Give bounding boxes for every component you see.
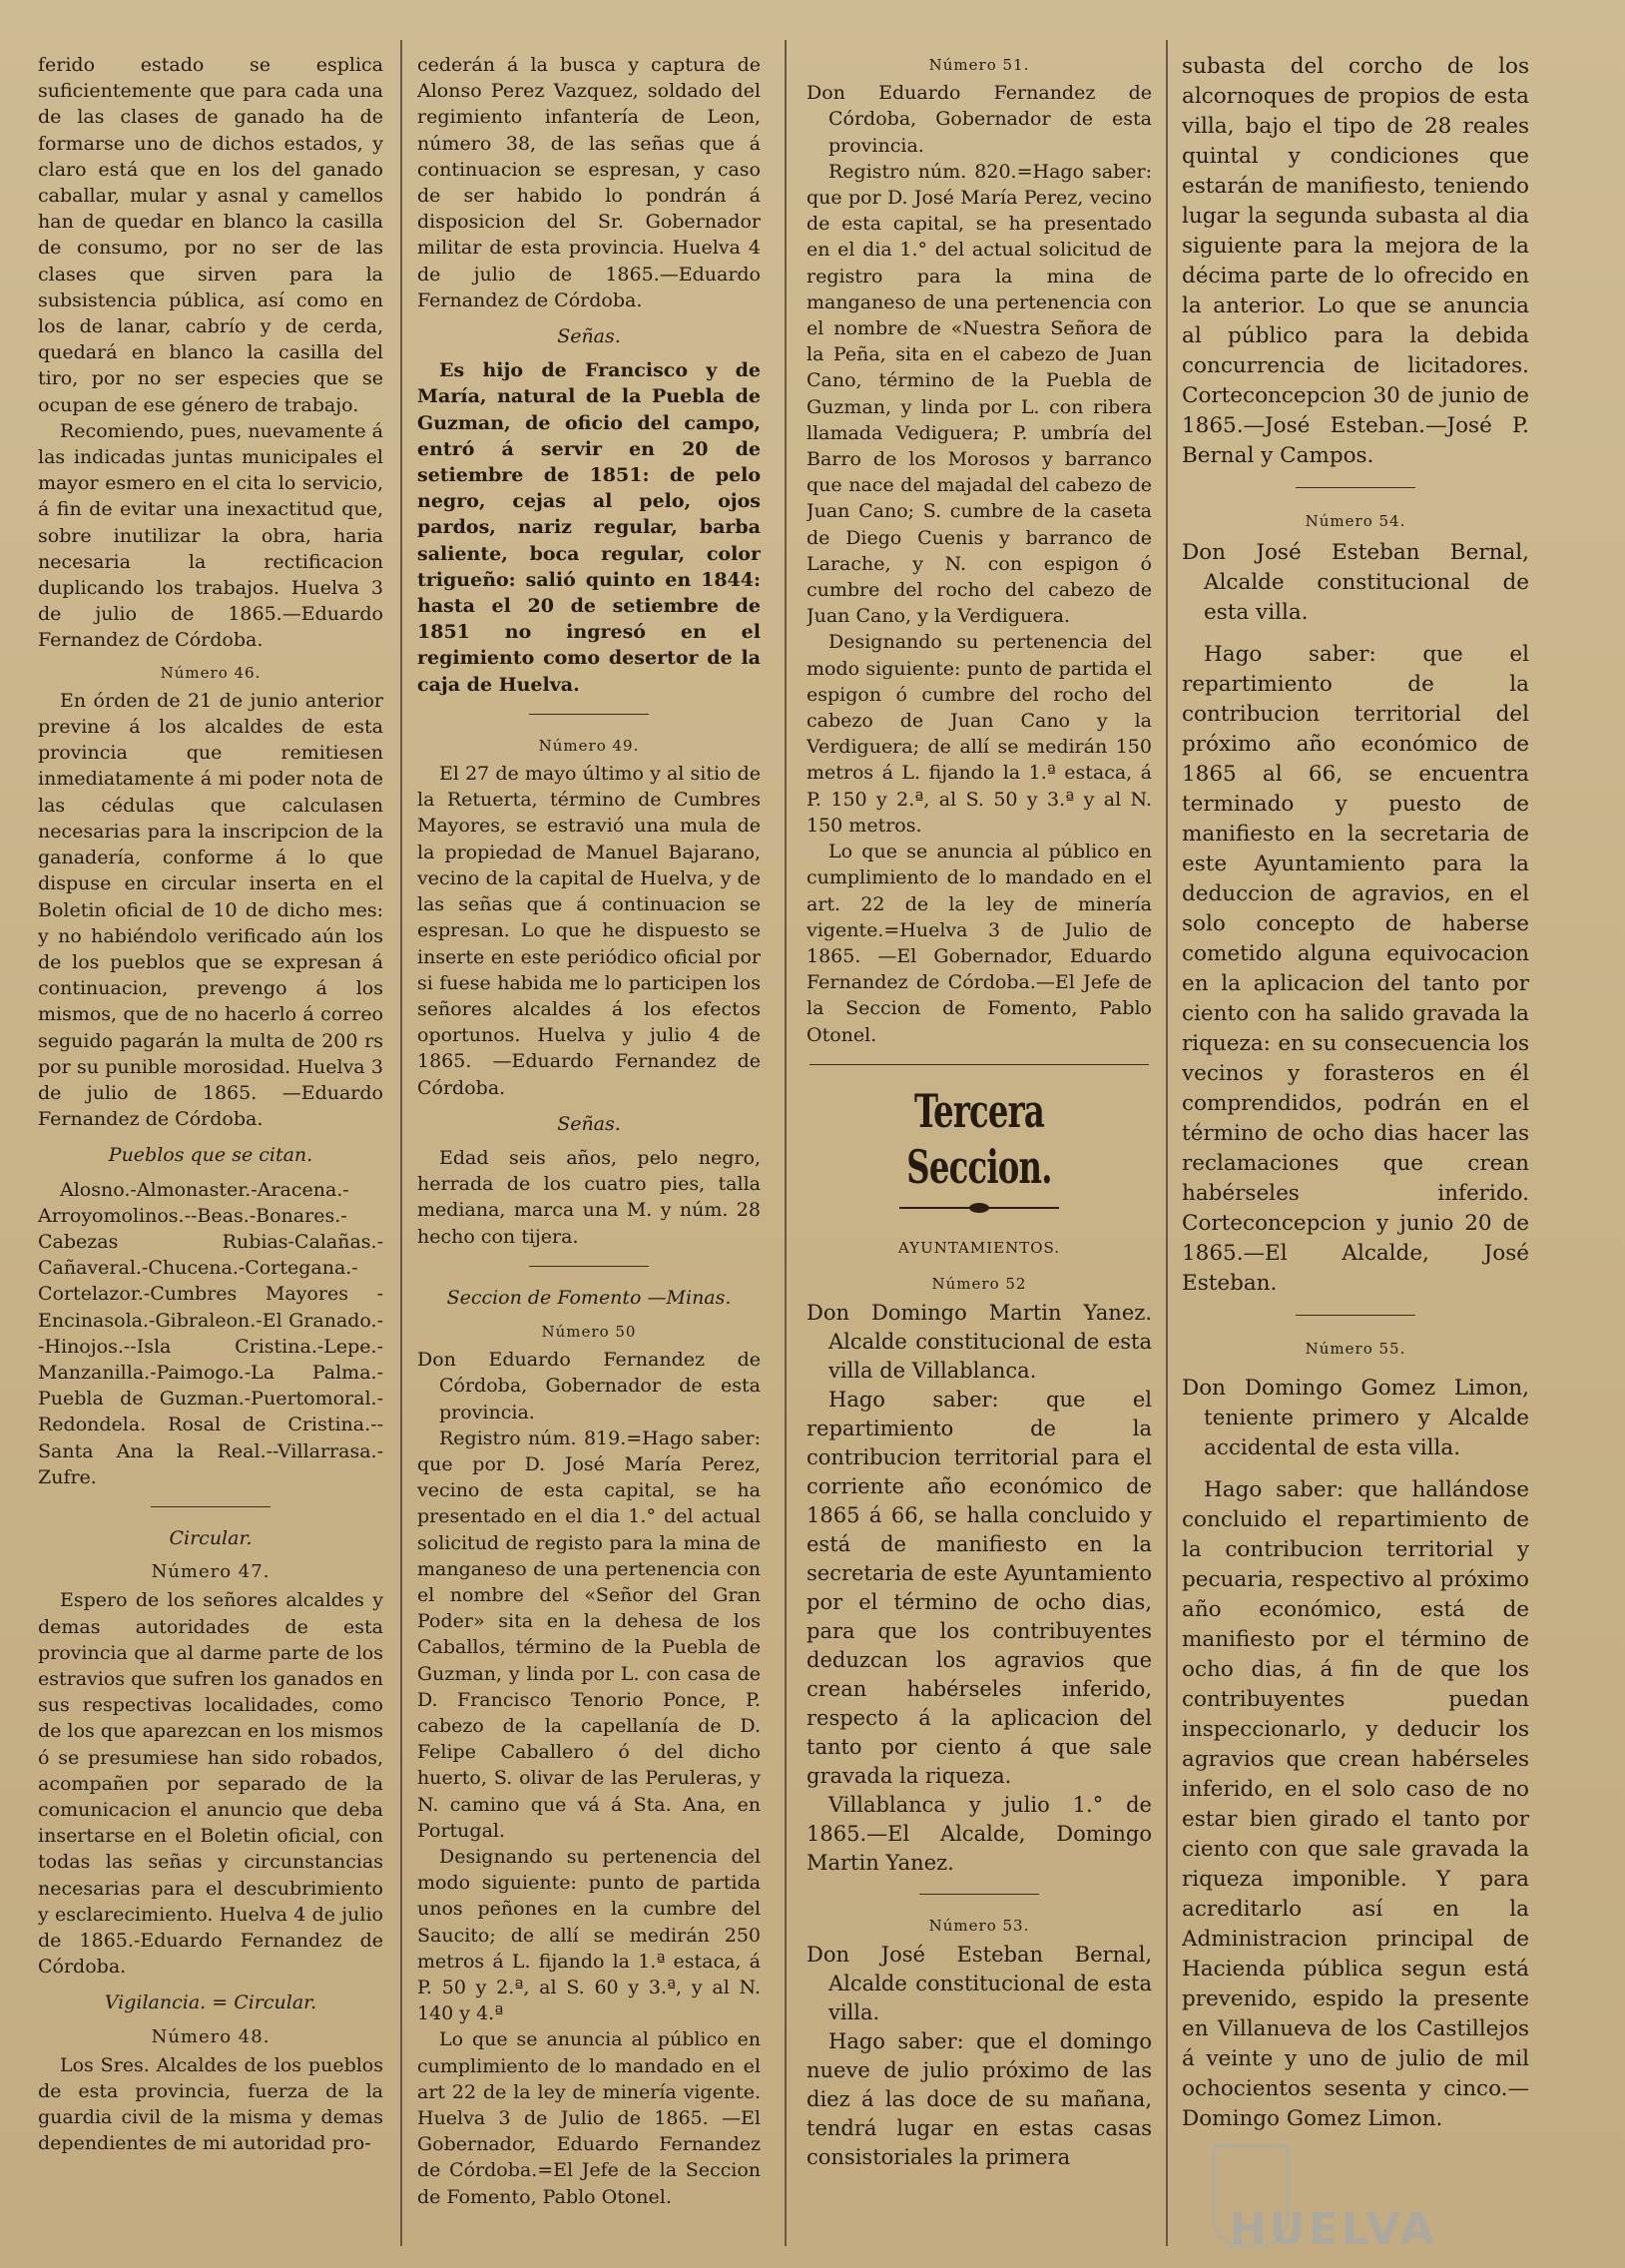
paragraph: Registro núm. 820.=Hago saber: que por D. José María Perez, vecino de esta capital, se ha presentado en el dia 1.° del actual solicitud de registro para la mina de manganeso de una pertenencia con el nombre de «Nuestra Señora de la Peña, sita en el cabezo de Juan Cano, término de la Puebla de Guzman, y linda por L. con ribera llamada Vediguera; P. umbría del Barro de los Morosos y barranco que nace del majadal del cabezo de Juan Cano; S. cumbre de la caseta de Diego Cuenis y barranco de Larache, y N. con espigon ó cumbre del rocho del cabezo de Juan Cano, y la Verdiguera.	[807, 160, 1152, 628]
notice-number: Número 55.	[1305, 1340, 1406, 1358]
paragraph: Don Eduardo Fernandez de Córdoba, Gobernador de esta provincia.	[417, 1349, 761, 1423]
paragraph: Lo que se anuncia al público en cumplimiento de lo mandado en el art. 22 de la ley de minería vigente.=Huelva 3 de Julio de 1865. —El Gobernador, Eduardo Fernandez de Córdoba.—El Jefe de la Seccion de Fomento, Pablo Otonel.	[807, 841, 1152, 1046]
notice-number: Número 46.	[160, 663, 262, 682]
paragraph: Espero de los señores alcaldes y demas autoridades de esta provincia que al darme parte de los estravios que sufren los ganados en sus respectivas localidades, como de los que aparezcan en los mismos ó se presumiese han sido robados, acompañen por separado de la comunicacion el anuncio que deba insertarse en el Boletin oficial, con todas las señas y circunstancias necesarias para el descubrimiento y esclarecimiento. Huelva 4 de julio de 1865.-Eduardo Fernandez de Córdoba.	[38, 1589, 383, 1979]
separator	[529, 714, 649, 715]
separator	[810, 1064, 1149, 1065]
column-1	[38, 52, 383, 2258]
paragraph: Alosno.-Almonaster.-Aracena.-Arroyomolinos.--Beas.-Bonares.-Cabezas Rubias-Calañas.-Cañaveral.-Chucena.-Cortegana.-Cortelazor.-Cumbres Mayores -Encinasola.-Gibraleon.-El Granado.--Hinojos.--Isla Cristina.-Lepe.-Manzanilla.-Paimogo.-La Palma.-Puebla de Guzman.-Puertomoral.-Redondela. Rosal de Cristina.--Santa Ana la Real.--Villarrasa.-Zufre.	[38, 1178, 383, 1488]
separator	[919, 1894, 1039, 1895]
separator	[1296, 1315, 1415, 1316]
watermark-logo: HUELVA	[1230, 2204, 1437, 2255]
column-rule	[1166, 40, 1168, 2246]
paragraph: subasta del corcho de los alcornoques de propios de esta villa, bajo el tipo de 28 reales quintal y condiciones que estarán de manifiesto, teniendo lugar la segunda subasta al dia siguiente para la mejora de la décima parte de lo ofrecido en la anterior. Lo que se anuncia al público para la debida concurrencia de licitadores. Corteconcepcion 30 de junio de 1865.—José Esteban.—José P. Bernal y Campos.	[1182, 54, 1529, 468]
section-subtitle: AYUNTAMIENTOS.	[897, 1238, 1061, 1257]
notice-number: Número 51.	[928, 56, 1030, 74]
paragraph: Hago saber: que el repartimiento de la contribucion territorial del próximo año económico de 1865 al 66, se encuentra terminado y puesto de manifiesto en la secretaria de este Ayuntamiento para la deduccion de agravios, en el solo concepto de haberse cometido alguna equivocacion en la aplicacion del tanto por ciento con ha salido gravada la riqueza: en su consecuencia los vecinos y forasteros en él comprendidos, podrán en el término de ocho dias hacer las reclamaciones que crean habérseles inferido. Corteconcepcion y junio 20 de 1865.—El Alcalde, José Esteban.	[1182, 642, 1529, 1296]
paragraph: Villablanca y julio 1.° de 1865.—El Alcalde, Domingo Martin Yanez.	[807, 1793, 1152, 1876]
separator	[151, 1506, 271, 1507]
paragraph: En órden de 21 de junio anterior previne á los alcaldes de esta provincia que remitiesen inmediatamente á mi poder nota de las cédulas que calculasen necesarias para la inscripcion de la ganadería, conforme á lo que dispuse en circular inserta en el Boletin oficial de 10 de dicho mes: y no habiéndolo verificado aún los de los pueblos que se expresan á continuacion, prevengo á los mismos, que de no hacerlo á correo seguido pagarán la multa de 200 rs por su punible morosidad. Huelva 3 de julio de 1865. —Eduardo Fernandez de Córdoba.	[38, 689, 383, 1131]
section-title: Tercera Seccion.	[906, 1083, 1052, 1194]
paragraph: ferido estado se esplica suficientemente que para cada una de las clases de ganado ha de formarse uno de dichos estados, y claro está que en los del ganado caballar, mular y asnal y camellos han de quedar en blanco la casilla de consumo, por no ser de las clases que sirven para la subsistencia pública, así como en los de lanar, cabrío y de cerda, quedará en blanco la casilla del tiro, por no ser especies que se ocupan de ese género de trabajo.	[38, 54, 383, 416]
paragraph: Es hijo de Francisco y de María, natural de la Puebla de Guzman, de oficio del campo, entró á servir en 20 de setiembre de 1851: de pelo negro, cejas al pelo, ojos pardos, nariz regular, barba saliente, boca regular, color trigueño: salió quinto en 1844: hasta el 20 de setiembre de 1851 no ingresó en el regimiento como desertor de la caja de Huelva.	[417, 359, 761, 696]
paragraph: Don José Esteban Bernal, Alcalde constitucional de esta villa.	[1182, 540, 1529, 625]
paragraph: El 27 de mayo último y al sitio de la Retuerta, término de Cumbres Mayores, se estravió una mula de la propiedad de Manuel Bajarano, vecino de la capital de Huelva, y de las señas que á continuacion se espresan. Lo que he dispuesto se inserte en este periódico oficial por si fuese habida me lo participen los señores alcaldes á los efectos oportunos. Huelva y julio 4 de 1865. —Eduardo Fernandez de Córdoba.	[417, 763, 761, 1099]
paragraph: Don José Esteban Bernal, Alcalde constitucional de esta villa.	[807, 1943, 1152, 2025]
column-2	[417, 52, 761, 2258]
notice-52-body	[807, 1299, 1152, 1878]
paragraph: Designando su pertenencia del modo siguiente: punto de partida el espigon ó cumbre del rocho del cabezo de Juan Cano y la Verdiguera; de allí se medirán 150 metros á L. fijando la 1.ª estaca, á P. 150 y 2.ª, al S. 50 y 3.ª y al N. 150 metros.	[807, 631, 1152, 837]
column-4	[1182, 52, 1529, 2258]
column-3	[807, 52, 1152, 2258]
paragraph: Don Eduardo Fernandez de Córdoba, Gobernador de esta provincia.	[807, 82, 1152, 157]
notice-53-body	[807, 1941, 1152, 2172]
column-rule	[785, 40, 787, 2246]
paragraph: Hago saber: que hallándose concluido el repartimiento de la contribucion territorial y pecuaria, respectivo al próximo año económico, está de manifiesto por el término de ocho dias, á fin de que los contribuyentes puedan inspeccionarlo, y deducir los agravios que crean habérseles inferido, en el solo caso de no estar bien girado el tanto por ciento con que sale gravada la riqueza imponible. Y para acreditarlo así en la Administracion principal de Hacienda pública segun está prevenido, espido la presente en Villanueva de los Castillejos á veinte y uno de julio de mil ochocientos sesenta y cinco.—Domingo Gomez Limon.	[1182, 1477, 1529, 2131]
section-heading: Señas.	[557, 325, 621, 348]
paragraph: Los Sres. Alcaldes de los pueblos de esta provincia, fuerza de la guardia civil de la misma y demas dependientes de mi autoridad pro-	[38, 2053, 383, 2155]
paragraph: Edad seis años, pelo negro, herrada de los cuatro pies, talla mediana, marca una M. y núm. 28 hecho con tijera.	[417, 1146, 761, 1248]
paragraph: Hago saber: que el domingo nueve de julio próximo de las diez á las doce de su mañana, tendrá lugar en estas casas consistoriales la primera	[807, 2029, 1152, 2170]
notice-number: Número 48.	[151, 2025, 271, 2047]
notice-number: Número 50	[541, 1322, 637, 1341]
section-heading: Señas.	[557, 1112, 621, 1135]
paragraph: Don Domingo Gomez Limon, teniente primero y Alcalde accidental de esta villa.	[1182, 1376, 1529, 1460]
paragraph: Registro núm. 819.=Hago saber: que por D. José María Perez, vecino de esta capital, se ha presentado en el dia 1.° del actual solicitud de registo para la mina de manganeso de una pertenencia con el nombre del «Señor del Gran Poder» sita en la dehesa de los Caballos, término de la Puebla de Guzman, y linda por L. con casa de D. Francisco Tenorio Ponce, P. cabezo de la capellanía de D. Felipe Caballero ó del dicho huerto, S. olivar de las Peruleras, y N. camino que vá á Sta. Ana, en Portugal.	[417, 1426, 761, 1842]
notice-number: Número 53.	[928, 1917, 1030, 1936]
section-heading: Circular.	[169, 1526, 253, 1549]
section-heading: Vigilancia. = Circular.	[104, 1991, 317, 2014]
section-heading: Pueblos que se citan.	[108, 1144, 313, 1167]
paragraph: Lo que se anuncia al público en cumplimiento de lo mandado en el art 22 de la ley de minería vigente. Huelva 3 de Julio de 1865. —El Gobernador, Eduardo Fernandez de Córdoba.=El Jefe de la Seccion de Fomento, Pablo Otonel.	[417, 2028, 761, 2208]
column-rule	[400, 40, 402, 2246]
paragraph: Designando su pertenencia del modo siguiente: punto de partida unos peñones en la cumbre del Saucito; de allí se medirán 250 metros á L. fijando la 1.ª estaca, á P. 50 y 2.ª, al S. 60 y 3.ª, y al N. 140 y 4.ª	[417, 1846, 761, 2025]
separator	[1296, 487, 1415, 488]
paragraph: Hago saber: que el repartimiento de la contribucion territorial para el corriente año económico de 1865 á 66, se halla concluido y está de manifiesto en la secretaria de este Ayuntamiento por el término de ocho dias, para que los contribuyentes deduzcan los agravios que crean habérseles inferido, respecto á la aplicacion del tanto por ciento á que sale gravada la riqueza.	[807, 1388, 1152, 1789]
notice-number: Número 49.	[538, 736, 640, 755]
notice-number: Número 54.	[1305, 512, 1406, 530]
paragraph: cederán á la busca y captura de Alonso Perez Vazquez, soldado del regimiento infantería de Leon, número 38, de las señas que á continuacion se espresan, y caso de ser habido lo pondrán á disposicion del Sr. Gobernador militar de esta provincia. Huelva 4 de julio de 1865.—Eduardo Fernandez de Córdoba.	[417, 54, 761, 311]
separator	[529, 1266, 649, 1267]
notice-number: Número 47.	[151, 1561, 271, 1583]
paragraph: Recomiendo, pues, nuevamente á las indicadas juntas municipales el mayor esmero en el cita lo servicio, á fin de evitar una inexactitud que, sobre inutilizar la obra, haria necesaria la rectificacion duplicando los trabajos. Huelva 3 de julio de 1865.—Eduardo Fernandez de Córdoba.	[38, 419, 383, 652]
ornament-rule	[899, 1203, 1059, 1213]
section-heading: Seccion de Fomento —Minas.	[446, 1286, 732, 1309]
notice-number: Número 52	[931, 1274, 1027, 1293]
paragraph: Don Domingo Martin Yanez. Alcalde constitucional de esta villa de Villablanca.	[807, 1301, 1152, 1384]
